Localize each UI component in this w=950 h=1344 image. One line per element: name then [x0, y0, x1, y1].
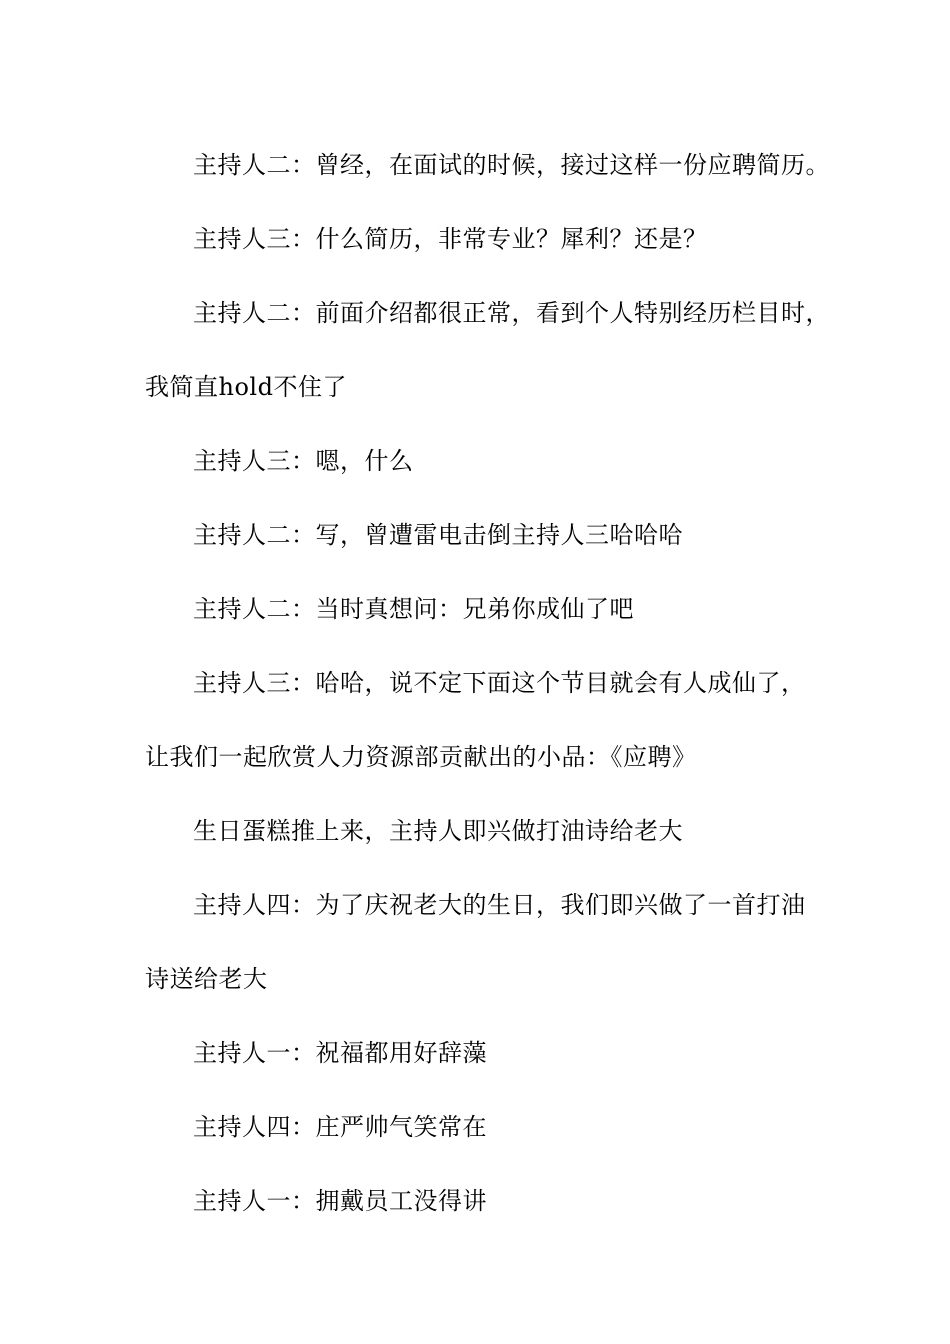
paragraph-line: 主持人二：当时真想问：兄弟你成仙了吧 [193, 595, 634, 623]
paragraph-line: 主持人三：嗯，什么 [193, 447, 414, 475]
paragraph-line: 主持人一：祝福都用好辞藻 [193, 1039, 487, 1067]
paragraph-line: 主持人三：什么简历，非常专业？犀利？还是？ [193, 225, 708, 253]
paragraph-line: 主持人二：曾经，在面试的时候，接过这样一份应聘简历。 [193, 151, 830, 179]
paragraph-line: 主持人一：拥戴员工没得讲 [193, 1187, 487, 1215]
paragraph-line: 主持人四：为了庆祝老大的生日，我们即兴做了一首打油 [193, 891, 806, 919]
paragraph-line: 主持人三：哈哈，说不定下面这个节目就会有人成仙了， [193, 669, 806, 697]
paragraph-line: 主持人二：前面介绍都很正常，看到个人特别经历栏目时， [193, 299, 830, 327]
paragraph-line: 生日蛋糕推上来，主持人即兴做打油诗给老大 [193, 817, 683, 845]
paragraph-line: 我简直hold不住了 [145, 373, 347, 401]
paragraph-line: 诗送给老大 [145, 965, 268, 993]
paragraph-line: 主持人四：庄严帅气笑常在 [193, 1113, 487, 1141]
paragraph-line: 让我们一起欣赏人力资源部贡献出的小品：《应聘》 [145, 743, 697, 771]
document-body [145, 128, 830, 1238]
paragraph-line: 主持人二：写，曾遭雷电击倒主持人三哈哈哈 [193, 521, 683, 549]
